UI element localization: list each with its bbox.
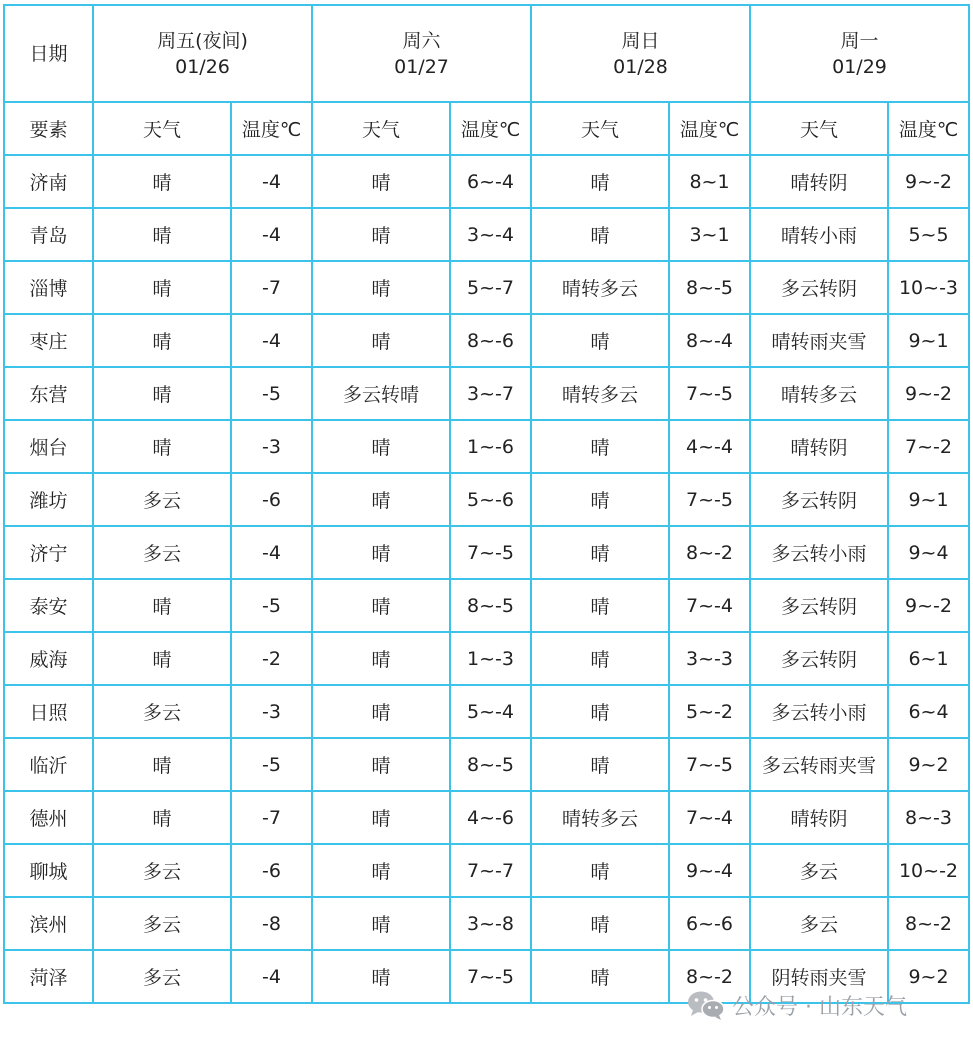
temperature-cell: -3 — [231, 685, 312, 738]
weather-cell: 晴 — [93, 367, 231, 420]
weather-cell: 多云 — [93, 473, 231, 526]
weather-cell: 晴 — [93, 791, 231, 844]
day-date: 01/27 — [394, 55, 449, 78]
temperature-cell: 9~2 — [888, 950, 969, 1003]
day-name: 周六 — [402, 29, 441, 52]
date-label-cell: 日期 — [4, 5, 93, 102]
watermark-text: 公众号 · 山东天气 — [732, 994, 907, 1020]
weather-cell: 晴转阴 — [750, 420, 888, 473]
table-row — [4, 420, 969, 473]
temperature-cell: 6~4 — [888, 685, 969, 738]
weather-cell: 多云 — [93, 897, 231, 950]
temperature-cell: -7 — [231, 261, 312, 314]
city-name: 东营 — [4, 367, 93, 420]
temperature-cell: 5~-6 — [450, 473, 531, 526]
day-name: 周一 — [840, 29, 879, 52]
table-row — [4, 314, 969, 367]
temperature-cell: 3~-8 — [450, 897, 531, 950]
day-name: 周五(夜间) — [157, 29, 248, 52]
weather-cell: 多云转阴 — [750, 473, 888, 526]
day-date: 01/29 — [832, 55, 887, 78]
table-row — [4, 526, 969, 579]
weather-cell: 晴转阴 — [750, 155, 888, 208]
city-name: 青岛 — [4, 208, 93, 261]
city-name: 滨州 — [4, 897, 93, 950]
city-name: 济宁 — [4, 526, 93, 579]
city-name: 枣庄 — [4, 314, 93, 367]
table-row — [4, 738, 969, 791]
city-name: 德州 — [4, 791, 93, 844]
temperature-cell: 9~-4 — [669, 844, 750, 897]
element-label-cell: 要素 — [4, 102, 93, 155]
temperature-cell: 9~-2 — [888, 579, 969, 632]
weather-cell: 晴 — [312, 791, 450, 844]
temperature-cell: 10~-2 — [888, 844, 969, 897]
weather-cell: 晴转小雨 — [750, 208, 888, 261]
temperature-cell: 5~-4 — [450, 685, 531, 738]
temperature-cell: 3~-4 — [450, 208, 531, 261]
weather-cell: 晴 — [531, 314, 669, 367]
day-date: 01/26 — [175, 55, 230, 78]
temperature-cell: 8~-4 — [669, 314, 750, 367]
weather-cell: 晴 — [531, 579, 669, 632]
weather-cell: 晴 — [531, 632, 669, 685]
temperature-cell: 7~-4 — [669, 579, 750, 632]
temperature-cell: 7~-2 — [888, 420, 969, 473]
temperature-cell: 9~-2 — [888, 155, 969, 208]
weather-cell: 晴 — [93, 632, 231, 685]
weather-cell: 多云转小雨 — [750, 685, 888, 738]
weather-cell: 多云 — [750, 897, 888, 950]
temperature-cell: 3~1 — [669, 208, 750, 261]
weather-cell: 晴 — [531, 844, 669, 897]
weather-cell: 晴 — [93, 420, 231, 473]
temperature-cell: 8~-5 — [669, 261, 750, 314]
temperature-cell: 8~-5 — [450, 579, 531, 632]
weather-column-header: 天气 — [750, 102, 888, 155]
weather-cell: 晴 — [312, 685, 450, 738]
temperature-cell: 4~-4 — [669, 420, 750, 473]
temperature-cell: 9~1 — [888, 314, 969, 367]
table-row — [4, 897, 969, 950]
table-row — [4, 579, 969, 632]
day-header-mon — [750, 5, 969, 102]
weather-cell: 晴 — [312, 314, 450, 367]
city-name: 泰安 — [4, 579, 93, 632]
city-name: 威海 — [4, 632, 93, 685]
temperature-cell: 3~-3 — [669, 632, 750, 685]
temperature-cell: 7~-5 — [450, 526, 531, 579]
temperature-cell: -3 — [231, 420, 312, 473]
header-row-dates — [4, 5, 969, 102]
temperature-cell: -8 — [231, 897, 312, 950]
weather-column-header: 天气 — [312, 102, 450, 155]
weather-cell: 晴 — [312, 261, 450, 314]
temperature-cell: 8~-2 — [669, 950, 750, 1003]
city-name: 聊城 — [4, 844, 93, 897]
city-name: 临沂 — [4, 738, 93, 791]
weather-cell: 多云 — [750, 844, 888, 897]
weather-cell: 晴 — [531, 738, 669, 791]
weather-cell: 晴转多云 — [531, 367, 669, 420]
weather-cell: 晴 — [531, 473, 669, 526]
weather-cell: 晴 — [312, 950, 450, 1003]
weather-cell: 多云转阴 — [750, 579, 888, 632]
temp-column-header: 温度℃ — [231, 102, 312, 155]
weather-cell: 晴 — [93, 314, 231, 367]
weather-cell: 多云转阴 — [750, 261, 888, 314]
temperature-cell: 9~2 — [888, 738, 969, 791]
temperature-cell: -4 — [231, 155, 312, 208]
temperature-cell: 8~-6 — [450, 314, 531, 367]
weather-cell: 晴 — [312, 420, 450, 473]
header-row-elements — [4, 102, 969, 155]
temperature-cell: 5~-2 — [669, 685, 750, 738]
temperature-cell: 8~-2 — [669, 526, 750, 579]
weather-cell: 晴 — [312, 579, 450, 632]
temperature-cell: -6 — [231, 844, 312, 897]
temperature-cell: -5 — [231, 579, 312, 632]
temperature-cell: 9~1 — [888, 473, 969, 526]
temperature-cell: 1~-6 — [450, 420, 531, 473]
weather-cell: 晴 — [531, 950, 669, 1003]
city-name: 菏泽 — [4, 950, 93, 1003]
table-row — [4, 844, 969, 897]
temperature-cell: 5~-7 — [450, 261, 531, 314]
weather-column-header: 天气 — [93, 102, 231, 155]
temperature-cell: 4~-6 — [450, 791, 531, 844]
weather-cell: 晴 — [93, 155, 231, 208]
temperature-cell: 9~-2 — [888, 367, 969, 420]
temperature-cell: 6~-6 — [669, 897, 750, 950]
weather-cell: 晴 — [93, 208, 231, 261]
temperature-cell: 7~-5 — [669, 473, 750, 526]
temperature-cell: -7 — [231, 791, 312, 844]
temperature-cell: 7~-4 — [669, 791, 750, 844]
temp-column-header: 温度℃ — [450, 102, 531, 155]
weather-cell: 晴 — [531, 155, 669, 208]
table-row — [4, 685, 969, 738]
weather-cell: 晴 — [93, 738, 231, 791]
temperature-cell: -4 — [231, 208, 312, 261]
table-row — [4, 632, 969, 685]
weather-cell: 晴 — [531, 420, 669, 473]
city-name: 潍坊 — [4, 473, 93, 526]
weather-cell: 晴 — [531, 208, 669, 261]
table-row — [4, 367, 969, 420]
temperature-cell: 7~-5 — [669, 738, 750, 791]
weather-cell: 晴 — [312, 738, 450, 791]
temperature-cell: 8~1 — [669, 155, 750, 208]
weather-cell: 晴 — [531, 526, 669, 579]
weather-cell: 晴 — [93, 579, 231, 632]
temp-column-header: 温度℃ — [888, 102, 969, 155]
temperature-cell: -5 — [231, 738, 312, 791]
weather-cell: 晴 — [93, 261, 231, 314]
weather-cell: 多云 — [93, 950, 231, 1003]
weather-cell: 多云 — [93, 844, 231, 897]
weather-cell: 晴 — [312, 473, 450, 526]
table-row — [4, 155, 969, 208]
day-header-sun — [531, 5, 750, 102]
temp-column-header: 温度℃ — [669, 102, 750, 155]
day-name: 周日 — [621, 29, 660, 52]
temperature-cell: 7~-7 — [450, 844, 531, 897]
weather-cell: 晴 — [531, 685, 669, 738]
weather-cell: 晴转多云 — [750, 367, 888, 420]
weather-cell: 晴转雨夹雪 — [750, 314, 888, 367]
temperature-cell: -2 — [231, 632, 312, 685]
table-row — [4, 791, 969, 844]
temperature-cell: 6~-4 — [450, 155, 531, 208]
temperature-cell: 1~-3 — [450, 632, 531, 685]
weather-cell: 晴 — [531, 897, 669, 950]
forecast-table — [3, 4, 970, 1004]
temperature-cell: 3~-7 — [450, 367, 531, 420]
temperature-cell: 6~1 — [888, 632, 969, 685]
weather-cell: 多云转晴 — [312, 367, 450, 420]
wechat-icon — [686, 989, 726, 1021]
city-name: 日照 — [4, 685, 93, 738]
table-row — [4, 208, 969, 261]
temperature-cell: -5 — [231, 367, 312, 420]
table-row — [4, 473, 969, 526]
temperature-cell: -6 — [231, 473, 312, 526]
temperature-cell: 8~-2 — [888, 897, 969, 950]
weather-column-header: 天气 — [531, 102, 669, 155]
weather-cell: 多云 — [93, 526, 231, 579]
city-name: 淄博 — [4, 261, 93, 314]
temperature-cell: 7~-5 — [450, 950, 531, 1003]
day-header-sat — [312, 5, 531, 102]
temperature-cell: 8~-3 — [888, 791, 969, 844]
temperature-cell: 8~-5 — [450, 738, 531, 791]
city-name: 济南 — [4, 155, 93, 208]
temperature-cell: 10~-3 — [888, 261, 969, 314]
weather-cell: 多云 — [93, 685, 231, 738]
weather-cell: 晴 — [312, 844, 450, 897]
temperature-cell: -4 — [231, 950, 312, 1003]
temperature-cell: 5~5 — [888, 208, 969, 261]
day-date: 01/28 — [613, 55, 668, 78]
weather-cell: 多云转小雨 — [750, 526, 888, 579]
weather-cell: 晴 — [312, 526, 450, 579]
weather-cell: 多云转阴 — [750, 632, 888, 685]
weather-cell: 晴 — [312, 208, 450, 261]
watermark — [686, 988, 907, 1022]
weather-cell: 晴转多云 — [531, 261, 669, 314]
temperature-cell: -4 — [231, 526, 312, 579]
city-name: 烟台 — [4, 420, 93, 473]
weather-cell: 多云转雨夹雪 — [750, 738, 888, 791]
weather-cell: 晴 — [312, 632, 450, 685]
table-row — [4, 261, 969, 314]
temperature-cell: -4 — [231, 314, 312, 367]
weather-cell: 晴 — [312, 897, 450, 950]
temperature-cell: 9~4 — [888, 526, 969, 579]
weather-cell: 晴 — [312, 155, 450, 208]
weather-cell: 晴转阴 — [750, 791, 888, 844]
weather-cell: 晴转多云 — [531, 791, 669, 844]
temperature-cell: 7~-5 — [669, 367, 750, 420]
weather-cell: 阴转雨夹雪 — [750, 950, 888, 1003]
day-header-fri — [93, 5, 312, 102]
